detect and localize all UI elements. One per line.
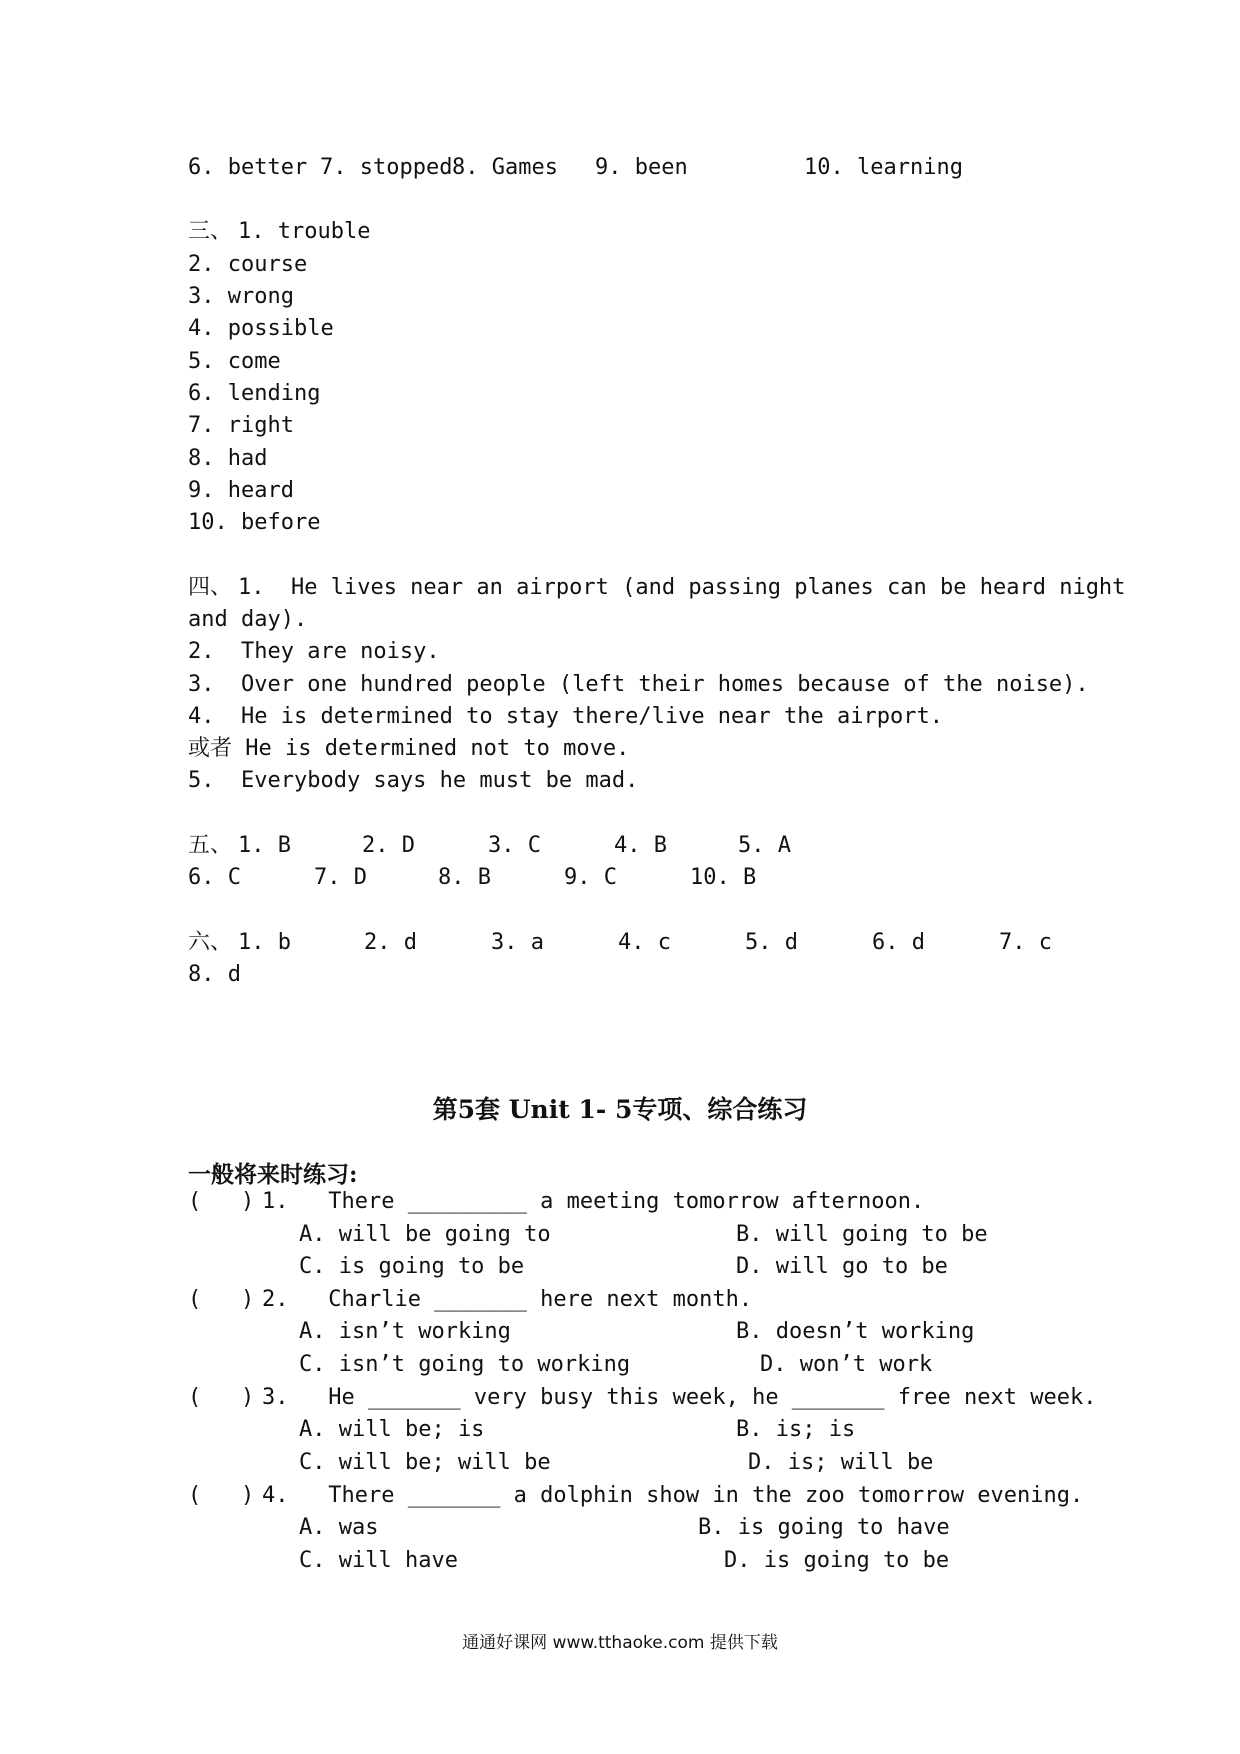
option-b: B. will going to be (736, 1222, 988, 1247)
option-c: C. is going to be (299, 1254, 525, 1279)
s3-item-7: 7. right (188, 413, 294, 438)
s6-answer: 7. c (999, 930, 1052, 955)
option-a: A. isn’t working (299, 1319, 511, 1344)
s6-answer: 8. d (188, 962, 241, 987)
section-4-label: 四、 (188, 575, 233, 600)
s6-answer: 1. b (238, 930, 291, 955)
s3-item-9: 9. heard (188, 478, 294, 503)
s6-answer: 5. d (745, 930, 798, 955)
s5-answer: 8. B (438, 865, 491, 890)
s4-item-2: 2. They are noisy. (188, 639, 440, 664)
question-stem: 4. There _______ a dolphin show in the zoo tomorrow evening. (262, 1483, 1084, 1508)
option-c: C. isn’t going to working (299, 1352, 631, 1377)
s3-item-3: 3. wrong (188, 284, 294, 309)
option-a: A. was (299, 1515, 379, 1540)
s3-item-8: 8. had (188, 446, 268, 471)
future-tense-heading: 一般将来时练习: (188, 1161, 358, 1188)
s6-answer: 4. c (618, 930, 671, 955)
s5-answer: 10. B (690, 865, 757, 890)
s3-item-2: 2. course (188, 252, 308, 277)
s6-answer: 2. d (364, 930, 417, 955)
option-d: D. will go to be (736, 1254, 948, 1279)
question-stem: 3. He _______ very busy this week, he _______ free next week. (262, 1385, 1097, 1410)
answer-6: 6. better (188, 155, 308, 180)
option-b: B. is going to have (698, 1515, 950, 1540)
s5-answer: 7. D (314, 865, 367, 890)
set-5-title: 第5套 Unit 1- 5专项、综合练习 (432, 1095, 808, 1124)
s6-answer: 6. d (872, 930, 925, 955)
answer-paren: ( ) (188, 1483, 255, 1508)
s3-item-6: 6. lending (188, 381, 321, 406)
option-c: C. will be; will be (299, 1450, 551, 1475)
section-5-label: 五、 (188, 833, 233, 858)
page-footer: 通通好课网 www.tthaoke.com 提供下载 (462, 1633, 778, 1653)
section-6-label: 六、 (188, 930, 233, 955)
s4-item-1: 1. He lives near an airport (and passing planes can be heard night (238, 575, 1126, 600)
option-d: D. is; will be (748, 1450, 934, 1475)
question-stem: 2. Charlie _______ here next month. (262, 1287, 753, 1312)
question-stem: 1. There _________ a meeting tomorrow afternoon. (262, 1189, 925, 1214)
answer-paren: ( ) (188, 1385, 255, 1410)
answer-7: 7. stopped (320, 155, 453, 180)
s5-answer: 1. B (238, 833, 291, 858)
option-b: B. doesn’t working (736, 1319, 975, 1344)
s3-item-5: 5. come (188, 349, 281, 374)
s4-item-3: 3. Over one hundred people (left their homes because of the noise). (188, 672, 1089, 697)
option-b: B. is; is (736, 1417, 856, 1442)
s3-item-4: 4. possible (188, 316, 334, 341)
answer-8: 8. Games (452, 155, 558, 180)
answer-paren: ( ) (188, 1189, 255, 1214)
s3-item-1: 1. trouble (238, 219, 371, 244)
section-3-label: 三、 (188, 219, 233, 244)
s4-item-5: 5. Everybody says he must be mad. (188, 768, 639, 793)
option-a: A. will be going to (299, 1222, 551, 1247)
s5-answer: 4. B (614, 833, 667, 858)
s5-answer: 9. C (564, 865, 617, 890)
option-a: A. will be; is (299, 1417, 485, 1442)
option-d: D. is going to be (724, 1548, 950, 1573)
s5-answer: 5. A (738, 833, 791, 858)
s5-answer: 3. C (488, 833, 541, 858)
s3-item-10: 10. before (188, 510, 321, 535)
option-c: C. will have (299, 1548, 458, 1573)
s4-item-4: 4. He is determined to stay there/live near the airport. (188, 704, 943, 729)
option-d: D. won’t work (760, 1352, 933, 1377)
s6-answer: 3. a (491, 930, 544, 955)
answer-9: 9. been (595, 155, 688, 180)
s5-answer: 2. D (362, 833, 415, 858)
s4-item-4-alt: 或者 He is determined not to move. (188, 736, 630, 761)
s4-item-1-cont: and day). (188, 607, 308, 632)
answer-10: 10. learning (804, 155, 963, 180)
answer-paren: ( ) (188, 1287, 255, 1312)
s5-answer: 6. C (188, 865, 241, 890)
